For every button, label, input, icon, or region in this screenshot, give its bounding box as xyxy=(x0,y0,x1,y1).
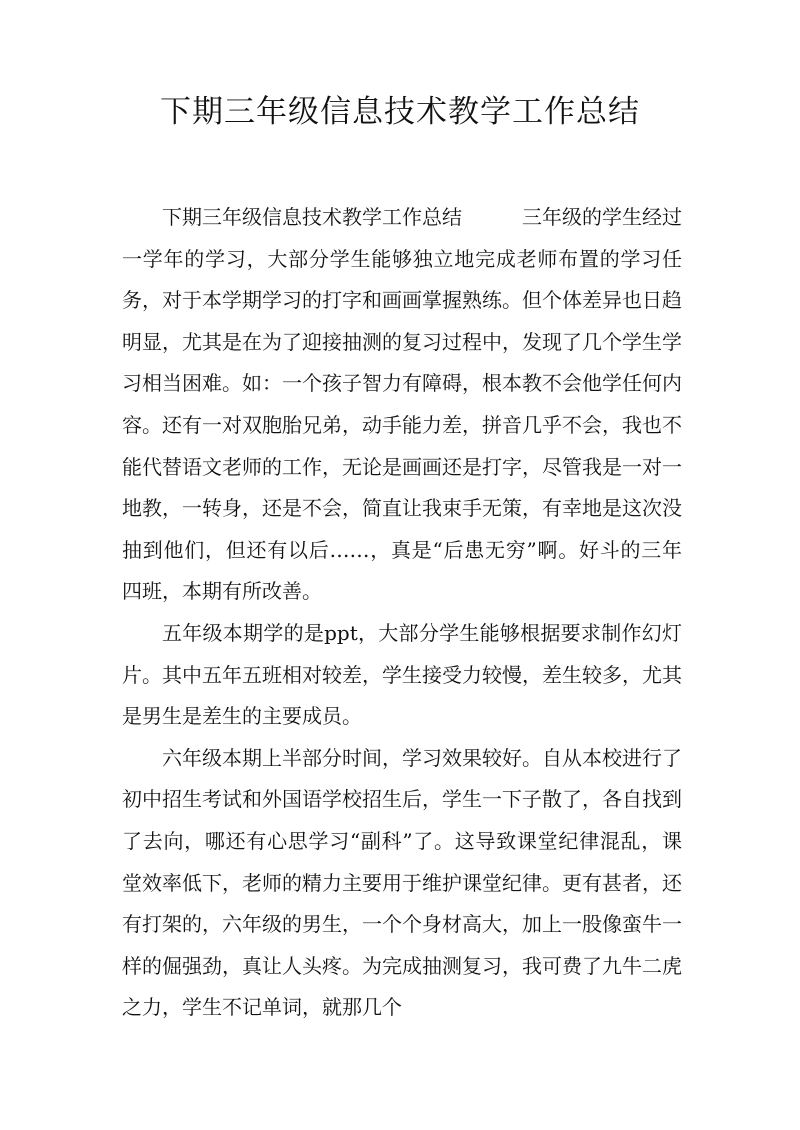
paragraph-1 xyxy=(122,197,682,613)
paragraph-1-text: 三年级的学生经过一学年的学习，大部分学生能够独立地完成老师布置的学习任务，对于本学期学习的打字和画画掌握熟练。但个体差异也日趋明显，尤其是在为了迎接抽测的复习过程中，发现了几个学生学习相当困难。如：一个孩子智力有障碍，根本教不会他学任何内容。还有一对双胞胎兄弟，动手能力差，拼音几乎不会，我也不能代替语文老师的工作，无论是画画还是打字，尽管我是一对一地教，一转身，还是不会，简直让我束手无策，有幸地是这次没抽到他们，但还有以后……，真是“后患无穷”啊。好斗的三年四班，本期有所改善。 xyxy=(122,205,682,604)
paragraph-3: 六年级本期上半部分时间，学习效果较好。自从本校进行了初中招生考试和外国语学校招生后，学生一下子散了，各自找到了去向，哪还有心思学习“副科”了。这导致课堂纪律混乱，课堂效率低下，老师的精力主要用于维护课堂纪律。更有甚者，还有打架的，六年级的男生，一个个身材高大，加上一股像蛮牛一样的倔强劲，真让人头疼。为完成抽测复习，我可费了九牛二虎之力，学生不记单词，就那几个 xyxy=(122,745,682,1020)
paragraph-2: 五年级本期学的是ppt，大部分学生能够根据要求制作幻灯片。其中五年五班相对较差，学生接受力较慢，差生较多，尤其是男生是差生的主要成员。 xyxy=(122,620,682,729)
document-body xyxy=(122,197,682,1029)
document-title: 下期三年级信息技术教学工作总结 xyxy=(160,94,640,130)
intro-title: 下期三年级信息技术教学工作总结 xyxy=(162,205,462,229)
